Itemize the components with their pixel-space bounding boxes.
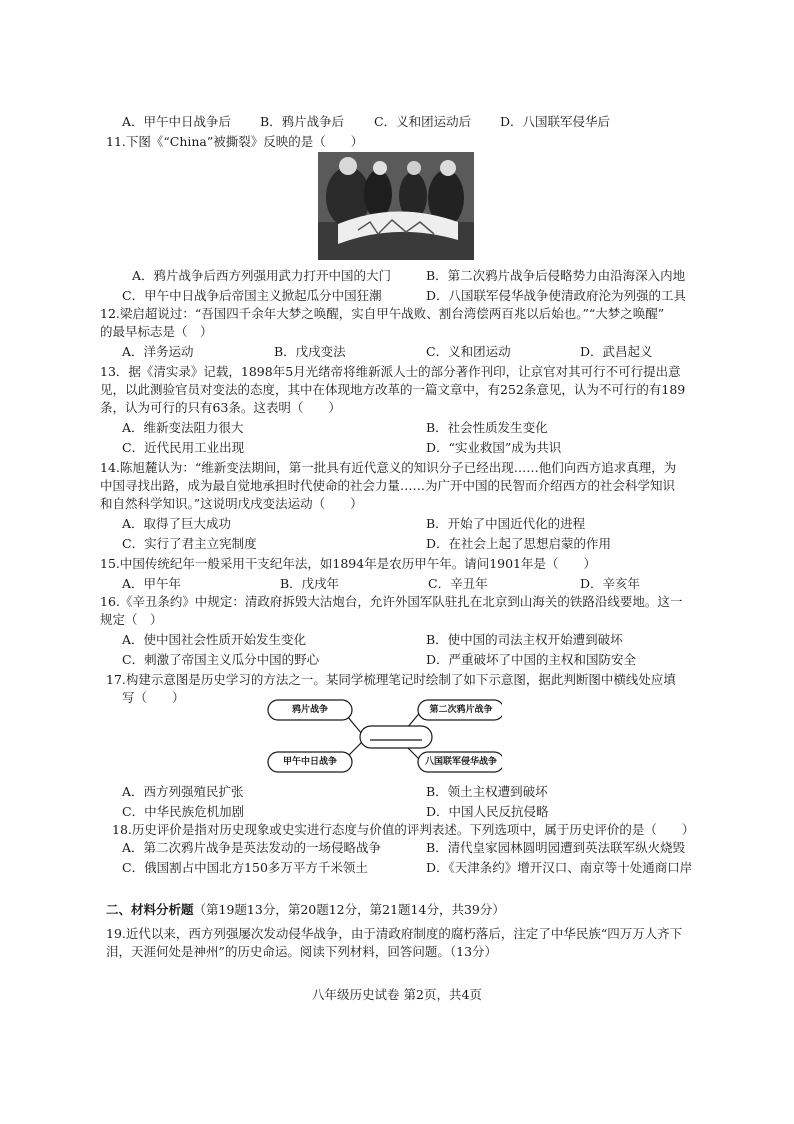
section-score-note: （第19题13分，第20题12分，第21题14分，共39分） xyxy=(193,902,505,917)
q16-option-d: D．严重破坏了中国的主权和国防安全 xyxy=(426,652,637,667)
q16-option-b: B．使中国的司法主权开始遭到破坏 xyxy=(426,632,623,647)
q11-option-b: B．第二次鸦片战争后侵略势力由沿海深入内地 xyxy=(426,268,686,283)
diagram-center-oval xyxy=(360,726,432,748)
q11-option-a: A．鸦片战争后西方列强用武力打开中国的大门 xyxy=(132,268,392,283)
q12-option-c: C．义和团运动 xyxy=(426,344,511,359)
q10-option-c: C．义和团运动后 xyxy=(374,114,472,129)
q13-option-b: B．社会性质发生变化 xyxy=(426,420,548,435)
diagram-node-opium-war: 鸦片战争 xyxy=(291,705,328,715)
diagram-node-sino-japanese-war: 甲午中日战争 xyxy=(282,757,337,767)
q19-stem-line2: 泪，天涯何处是神州”的历史命运。阅读下列材料，回答问题。（13分） xyxy=(106,944,498,959)
q16-option-a: A．使中国社会性质开始发生变化 xyxy=(122,632,307,647)
q13-stem-line3: 条，认为可行的只有63条。这表明（ ） xyxy=(100,400,341,415)
q14-option-b: B．开始了中国近代化的进程 xyxy=(426,516,586,531)
q11-stem: 11.下图《“China”被撕裂》反映的是（ ） xyxy=(106,134,364,149)
q18-stem: 18.历史评价是指对历史现象或史实进行态度与价值的评判表述。下列选项中，属于历史评价的是（ ） xyxy=(112,822,695,837)
q13-option-a: A．维新变法阻力很大 xyxy=(122,420,244,435)
q12-option-d: D．武昌起义 xyxy=(580,344,653,359)
q14-option-d: D．在社会上起了思想启蒙的作用 xyxy=(426,536,612,551)
concept-map-diagram xyxy=(262,696,502,776)
q18-option-a: A．第二次鸦片战争是英法发动的一场侵略战争 xyxy=(122,840,382,855)
q11-option-c: C．甲午中日战争后帝国主义掀起瓜分中国狂潮 xyxy=(122,288,382,303)
q12-stem-line1: 12.梁启超说过：“吾国四千余年大梦之唤醒，实自甲午战败、割台湾偿两百兆以后始也。”“大梦之唤醒” xyxy=(100,306,665,321)
q14-stem-line3: 和自然科学知识。”这说明戊戌变法运动（ ） xyxy=(100,496,363,511)
page-footer: 八年级历史试卷 第2页，共4页 xyxy=(312,987,482,1002)
q17-option-a: A．西方列强殖民扩张 xyxy=(122,784,244,799)
china-torn-cartoon-image xyxy=(318,152,474,260)
q10-option-a: A．甲午中日战争后 xyxy=(122,114,232,129)
q14-stem-line2: 中国寻找出路，成为最自觉地承担时代使命的社会力量……为广开中国的民智而介绍西方的社会科学知识 xyxy=(100,478,676,493)
q16-stem-line1: 16.《辛丑条约》中规定：清政府拆毁大沽炮台，允许外国军队驻扎在北京到山海关的铁路沿线要地。这一 xyxy=(100,594,683,609)
diagram-node-eight-nation-alliance: 八国联军侵华战争 xyxy=(424,757,497,767)
q12-stem-line2: 的最早标志是（ ） xyxy=(100,324,213,339)
q19-stem-line1: 19.近代以来，西方列强屡次发动侵华战争，由于清政府制度的腐朽落后，注定了中华民族“四万万人齐下 xyxy=(106,926,683,941)
q18-option-b: B．清代皇家园林圆明园遭到英法联军纵火烧毁 xyxy=(426,840,686,855)
q16-option-c: C．刺激了帝国主义瓜分中国的野心 xyxy=(122,652,320,667)
q17-option-b: B．领土主权遭到破坏 xyxy=(426,784,548,799)
section-heading xyxy=(106,902,505,918)
q13-stem-line1: 13．据《清实录》记载，1898年5月光绪帝将维新派人士的部分著作刊印，让京官对其可行不可行提出意 xyxy=(100,364,681,379)
q16-stem-line2: 规定（ ） xyxy=(100,612,163,627)
q13-stem-line2: 见，以此测验官员对变法的态度，其中在体现地方改革的一篇文章中，有252条意见，认为不可行的有189 xyxy=(100,382,686,397)
q14-option-c: C．实行了君主立宪制度 xyxy=(122,536,257,551)
q17-option-d: D．中国人民反抗侵略 xyxy=(426,804,549,819)
q15-option-c: C．辛丑年 xyxy=(428,576,488,591)
q15-stem: 15.中国传统纪年一般采用干支纪年法，如1894年是农历甲午年。请问1901年是（ ） xyxy=(100,556,597,571)
q18-option-c: C．俄国割占中国北方150多万平方千米领土 xyxy=(122,860,368,875)
diagram-node-second-opium-war: 第二次鸦片战争 xyxy=(429,705,493,715)
q17-option-c: C．中华民族危机加剧 xyxy=(122,804,245,819)
q15-option-d: D．辛亥年 xyxy=(580,576,641,591)
q10-option-d: D．八国联军侵华后 xyxy=(500,114,611,129)
q13-option-c: C．近代民用工业出现 xyxy=(122,440,245,455)
q18-option-d: D．《天津条约》增开汉口、南京等十处通商口岸 xyxy=(426,860,693,875)
q14-option-a: A．取得了巨大成功 xyxy=(122,516,232,531)
q17-stem-line1: 17.构建示意图是历史学习的方法之一。某同学梳理笔记时绘制了如下示意图，据此判断图中横线处应填 xyxy=(106,672,676,687)
q15-option-b: B．戊戌年 xyxy=(280,576,340,591)
q14-stem-line1: 14.陈旭麓认为：“维新变法期间，第一批具有近代意义的知识分子已经出现……他们向西方追求真理，为 xyxy=(100,460,677,475)
q13-option-d: D．“实业救国”成为共识 xyxy=(426,440,562,455)
q17-stem-line2: 写（ ） xyxy=(122,690,185,705)
q12-option-a: A．洋务运动 xyxy=(122,344,194,359)
q15-option-a: A．甲午年 xyxy=(122,576,182,591)
q12-option-b: B．戊戌变法 xyxy=(274,344,346,359)
q11-option-d: D．八国联军侵华战争使清政府沦为列强的工具 xyxy=(426,288,687,303)
q10-option-b: B．鸦片战争后 xyxy=(260,114,345,129)
section-title: 二、材料分析题 xyxy=(106,902,194,917)
